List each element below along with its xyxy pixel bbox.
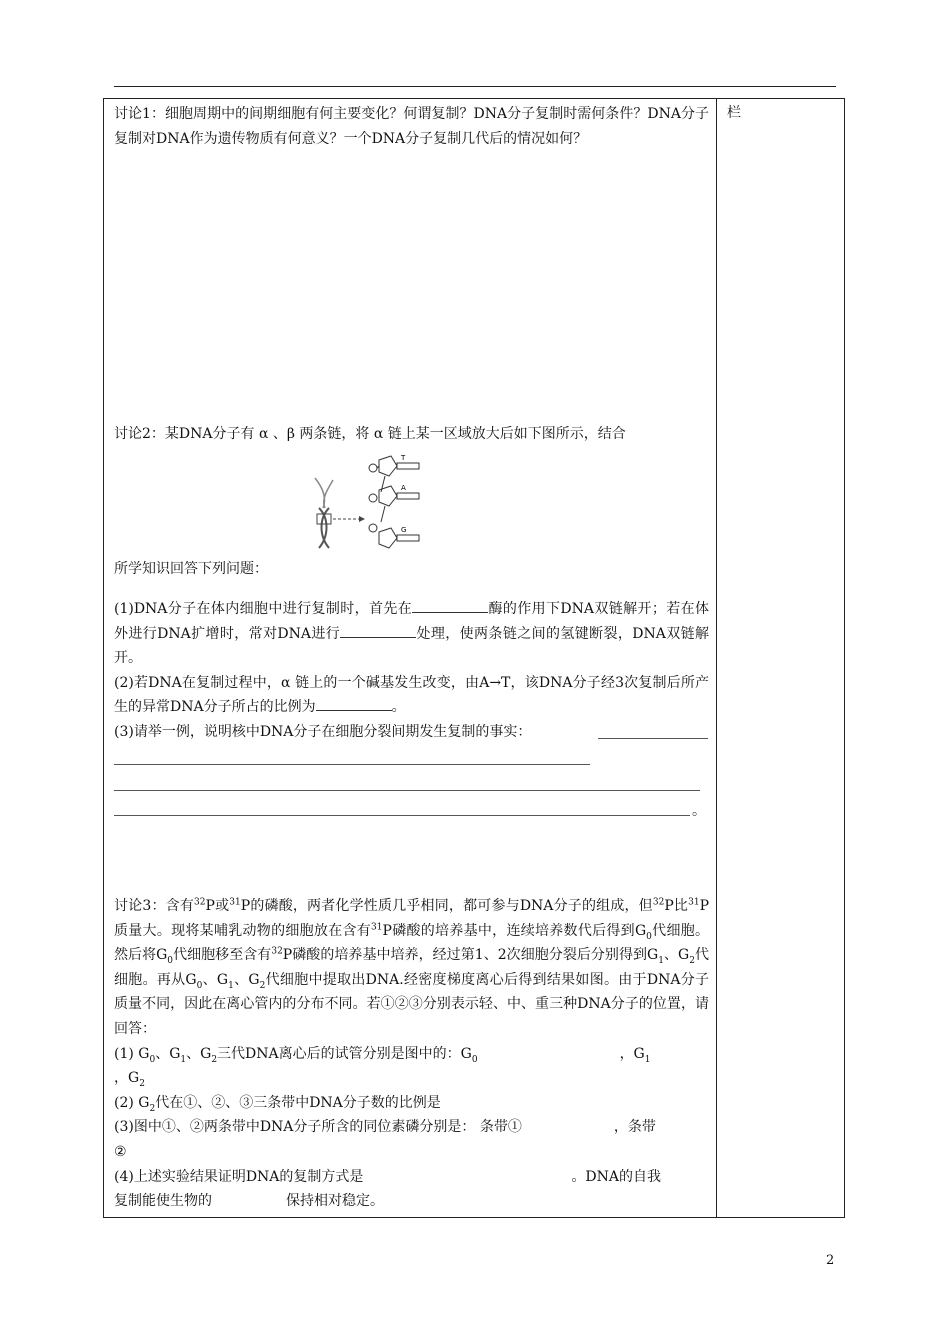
answer-line-3[interactable] [114, 790, 700, 791]
answer-line-4[interactable] [114, 815, 690, 816]
discussion-3 [114, 894, 709, 1214]
question-3-4: (4)上述实验结果证明DNA的复制方式是 。DNA的自我 复制能使生物的 保持相对稳定。 [114, 1168, 662, 1210]
question-2-2: (2)若DNA在复制过程中，α 链上的一个碱基发生改变，由A→T，该DNA分子经3次复制后所产生的异常DNA分子所占的比例为 。 [114, 674, 709, 716]
question-3-2: (2) $G_2$代在①、②、③三条带中DNA分子数的比例是 [114, 1094, 441, 1114]
base-label-a: A [401, 484, 406, 492]
column-divider [716, 98, 717, 1218]
base-label-g: G [401, 526, 407, 534]
discussion-2-intro-cont-text: 所学知识回答下列问题： [114, 561, 268, 577]
discussion-1-text: 讨论1：细胞周期中的间期细胞有何主要变化？何谓复制？DNA分子复制时需何条件？DNA分子复制对DNA作为遗传物质有何意义？一个DNA分子复制几代后的情况如何？ [114, 106, 709, 147]
question-2-1: (1)DNA分子在体内细胞中进行复制时，首先在 酶的作用下DNA双链解开；若在体外进行DNA扩增时，常对DNA进行 处理，使两条链之间的氢键断裂，DNA双链解开。 [114, 597, 709, 671]
question-2-3: (3)请举一例，说明核中DNA分子在细胞分裂间期发生复制的事实： [114, 723, 532, 740]
header-rule [114, 86, 836, 87]
question-3-1: (1) $G_0$、$G_1$、$G_2$三代DNA离心后的试管分别是图中的：$G_0$ ，$G_1$ ，$G_2$ [114, 1045, 651, 1089]
discussion-2-intro-text: 讨论2：某DNA分子有 α 、β 两条链，将 α 链上某一区域放大后如下图所示，结合 [114, 426, 626, 442]
discussion-2-intro-cont [114, 557, 709, 582]
answer-line-2[interactable] [114, 764, 590, 765]
discussion-3-text: 讨论3：含有$^{32}$P或$^{31}$P的磷酸，两者化学性质几乎相同，都可参与DNA分子的组成，但$^{32}$P比$^{31}$P质量大。现将某哺乳动物的细胞放在含有$^{31}$P磷酸的培养基中，连续培养数代后得到$G_0$代细胞。然后将$G_0$代细胞移至含有$^{32}$P磷酸的培养基中培养，经过第1、2次细胞分裂后分别得到$G_1$、$G_2$代细胞。再从$G_0$、$G_1$、$G_2$代细胞中提取出DNA.经密度梯度离心后得到结果如图。由于DNA分子质量不同，因此在离心管内的分布不同。若①②③分别表示轻、中、重三种DNA分子的位置，请回答： [114, 897, 710, 1037]
answer-line-1[interactable] [598, 738, 708, 739]
discussion-2-intro [114, 422, 709, 447]
base-label-t: T [401, 454, 406, 462]
question-3-3: (3)图中①、②两条带中DNA分子所含的同位素磷分别是： 条带① ，条带 ② [114, 1119, 656, 1160]
answer-end-mark: 。 [692, 803, 706, 819]
answer-blank-treatment[interactable] [340, 622, 416, 638]
discussion-2-questions [114, 597, 709, 745]
answer-blank-enzyme[interactable] [412, 597, 488, 613]
side-column-label: 栏 [727, 105, 741, 121]
dna-strand-diagram [293, 448, 443, 556]
page-number: 2 [826, 1253, 835, 1268]
discussion-1 [114, 102, 709, 151]
answer-blank-ratio[interactable] [316, 695, 392, 711]
